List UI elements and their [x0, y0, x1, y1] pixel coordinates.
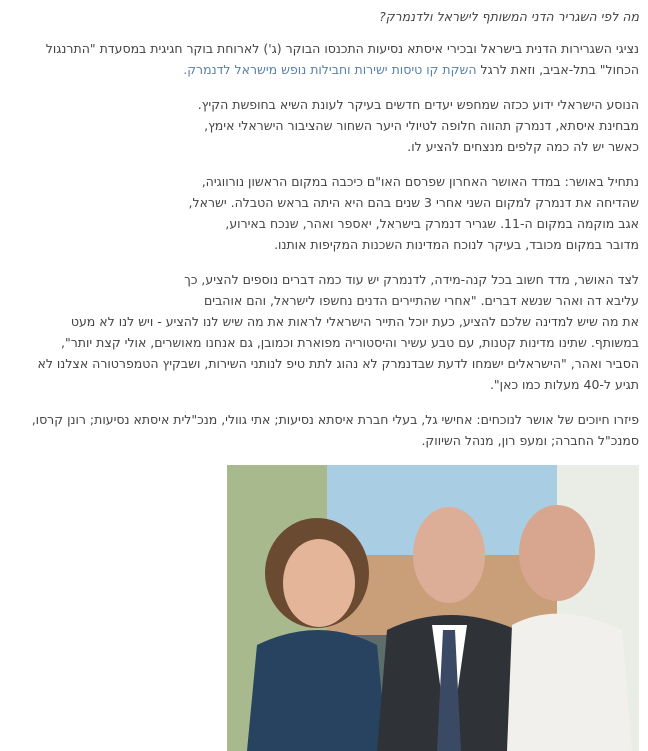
paragraph-2-line-1: הנוסע הישראלי ידוע ככזה שמחפש יעדים חדשים בעיקר לעונת השיא בחופשת הקיץ. — [197, 97, 639, 112]
paragraph-4-line-5: הסביר ואהר, "הישראלים ישמחו לדעת שבדנמרק לא נהוג לתת טיפ לנותני השירות, ושבקיץ הטמפרטורה אצלנו לא — [37, 356, 639, 371]
paragraph-3 — [9, 171, 639, 255]
paragraph-5 — [9, 409, 639, 451]
paragraph-1-line-1: נציגי השגרירות הדנית בישראל ובכירי איסתא נסיעות התכנסו הבוקר (ג') לארוחת בוקר חגיגית במסעדת "התרנגול — [45, 41, 639, 56]
article — [9, 0, 639, 751]
paragraph-3-line-3: אגב מוקמה במקום ה-11. שגריר דנמרק בישראל, יאספר ואהר, שנכח באירוע, — [225, 216, 639, 231]
paragraph-1 — [9, 38, 639, 80]
paragraph-2 — [9, 94, 639, 157]
paragraph-4-line-6: תגיע ל-40 מעלות כמו כאן". — [489, 377, 639, 392]
flights-launch-link[interactable]: השקת קו טיסות ישירות וחבילות נופש מישראל לדנמרק. — [183, 62, 477, 77]
paragraph-3-line-4: מדובר במקום מכובד, בעיקר לנוכח המדינות השכנות המקיפות אותנו. — [274, 237, 639, 252]
paragraph-1-line-2 — [9, 59, 639, 80]
paragraph-4-line-2: עליבא דה ואהר שנשא דברים. "אחרי שהתיירים הדנים נחשפו לישראל, והם אוהבים — [203, 293, 639, 308]
paragraph-3-line-1: נתחיל באושר: במדד האושר האחרון שפרסם האו"ם כיכבה במקום הראשון נורווגיה, — [201, 174, 639, 189]
paragraph-4-line-3: את מה שיש למדינה שלכם להציע, כעת יוכל התייר הישראלי לראות את מה שיש לנו להציע - ויש לנו לא מעט — [70, 314, 639, 329]
event-photo — [227, 465, 639, 751]
paragraph-3-line-2: שהדיחה את דנמרק למקום השני אחרי 3 שנים בהם היא היתה בראש הטבלה. ישראל, — [188, 195, 639, 210]
paragraph-2-line-2: מבחינת איסתא, דנמרק תהווה חלופה לטיולי היער השחור שהציבור הישראלי אימץ, — [204, 118, 639, 133]
paragraph-4-line-1: לצד האושר, מדד חשוב בכל קנה-מידה, לדנמרק יש עוד כמה דברים נוספים להציע, כך — [184, 272, 639, 287]
article-question: מה לפי השגריר הדני המשותף לישראל ולדנמרק? — [379, 9, 639, 24]
event-photo-illustration — [227, 465, 639, 751]
paragraph-4 — [9, 269, 639, 395]
paragraph-2-line-3: כאשר יש לה כמה קלפים מנצחים להציע לו. — [407, 139, 639, 154]
paragraph-5-line-2: סמנכ"ל החברה; ומעפ רון, מנהל השיווק. — [421, 433, 639, 448]
paragraph-5-line-1: פיזרו חיוכים של אושר לנוכחים: אחישי גל, בעלי חברת איסתא נסיעות; אתי גוולי, מנכ"לית איסתא נסיעות; רונן קרסו, — [31, 412, 639, 427]
paragraph-1-line-2-text: הכחול" בתל-אביב, וזאת לרגל — [476, 62, 639, 77]
paragraph-4-line-4: במשותף. שתינו מדינות קטנות, עם טבע עשיר והיסטוריה מפוארת וכמובן, גם אנחנו מאושרים, אולי קצת יותר", — [61, 335, 639, 350]
